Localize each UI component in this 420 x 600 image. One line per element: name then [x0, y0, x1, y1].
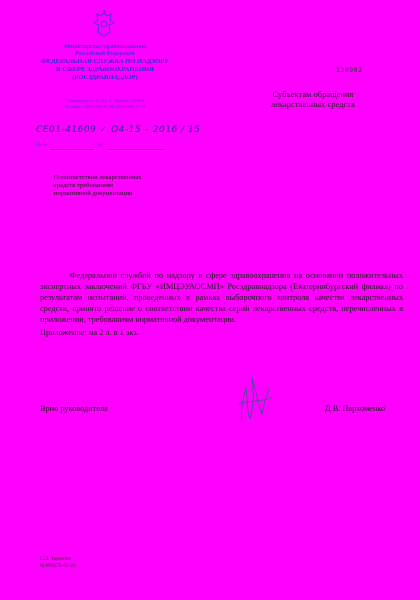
executor-name: С.Л. Терехова — [40, 556, 71, 562]
signatory-role: Врио руководителя — [40, 404, 108, 413]
handwritten-signature-icon — [224, 370, 284, 422]
subject-line2: средств требованиям — [54, 182, 114, 189]
coat-of-arms-emblem-icon — [92, 10, 116, 38]
attachment-note: Приложение: на 2 л. в 1 экз. — [40, 328, 139, 337]
agency-address — [40, 98, 170, 110]
letter-body: Федеральной службой по надзору в сфере здравоохранения на основании положительных экспертных заключений ФГБУ «ИМЦЭУАОСМП» Росздравнадзора (Екатеринбургский филиал) по результатам испытаний, проведенных в рамках выборочного контроля качества лекарственных средств, принято решение о соответствии качества серий лекарственных средств, перечисленных в приложении, требованиям нормативной документации. — [40, 271, 403, 325]
outgoing-number-handwritten: СЕ01-41609 ✓ О4-15 – 2016 / 15 — [36, 125, 201, 135]
signatory-name: Д.В. Пархоменко — [325, 404, 386, 413]
ministry-name-line2: Российской Федерации — [75, 51, 135, 57]
letterhead — [30, 44, 180, 82]
agency-name-line3: (РОСЗДРАВНАДЗОР) — [72, 74, 138, 81]
recipient-line2: лекарственных средств — [271, 99, 355, 109]
recipient-block — [258, 89, 368, 109]
executor-block — [40, 556, 75, 570]
subject-line3: нормативной документации — [54, 190, 133, 197]
executor-phone: 8(499)578-01-23 — [40, 563, 76, 569]
request-date-label: от — [98, 143, 103, 148]
agency-name-line1: ФЕДЕРАЛЬНАЯ СЛУЖБА ПО НАДЗОРУ — [41, 58, 169, 65]
ministry-name-line1: Министерство здравоохранения — [64, 44, 146, 50]
recipient-line1: Субъектам обращения — [272, 89, 354, 99]
subject-block — [54, 174, 164, 198]
registration-number: 130902 — [336, 66, 363, 74]
address-line: Славянская пл. 4, стр. 1, Москва, 109074 — [65, 98, 145, 103]
request-reference-line — [36, 143, 166, 151]
request-number-label: На № — [36, 143, 48, 148]
subject-line1: О соответствии лекарственных — [54, 174, 142, 181]
phone-line: Телефон: (495) 698 45 38; (495) 698 15 74 — [64, 104, 146, 109]
agency-name-line2: В СФЕРЕ ЗДРАВООХРАНЕНИЯ — [56, 66, 154, 73]
